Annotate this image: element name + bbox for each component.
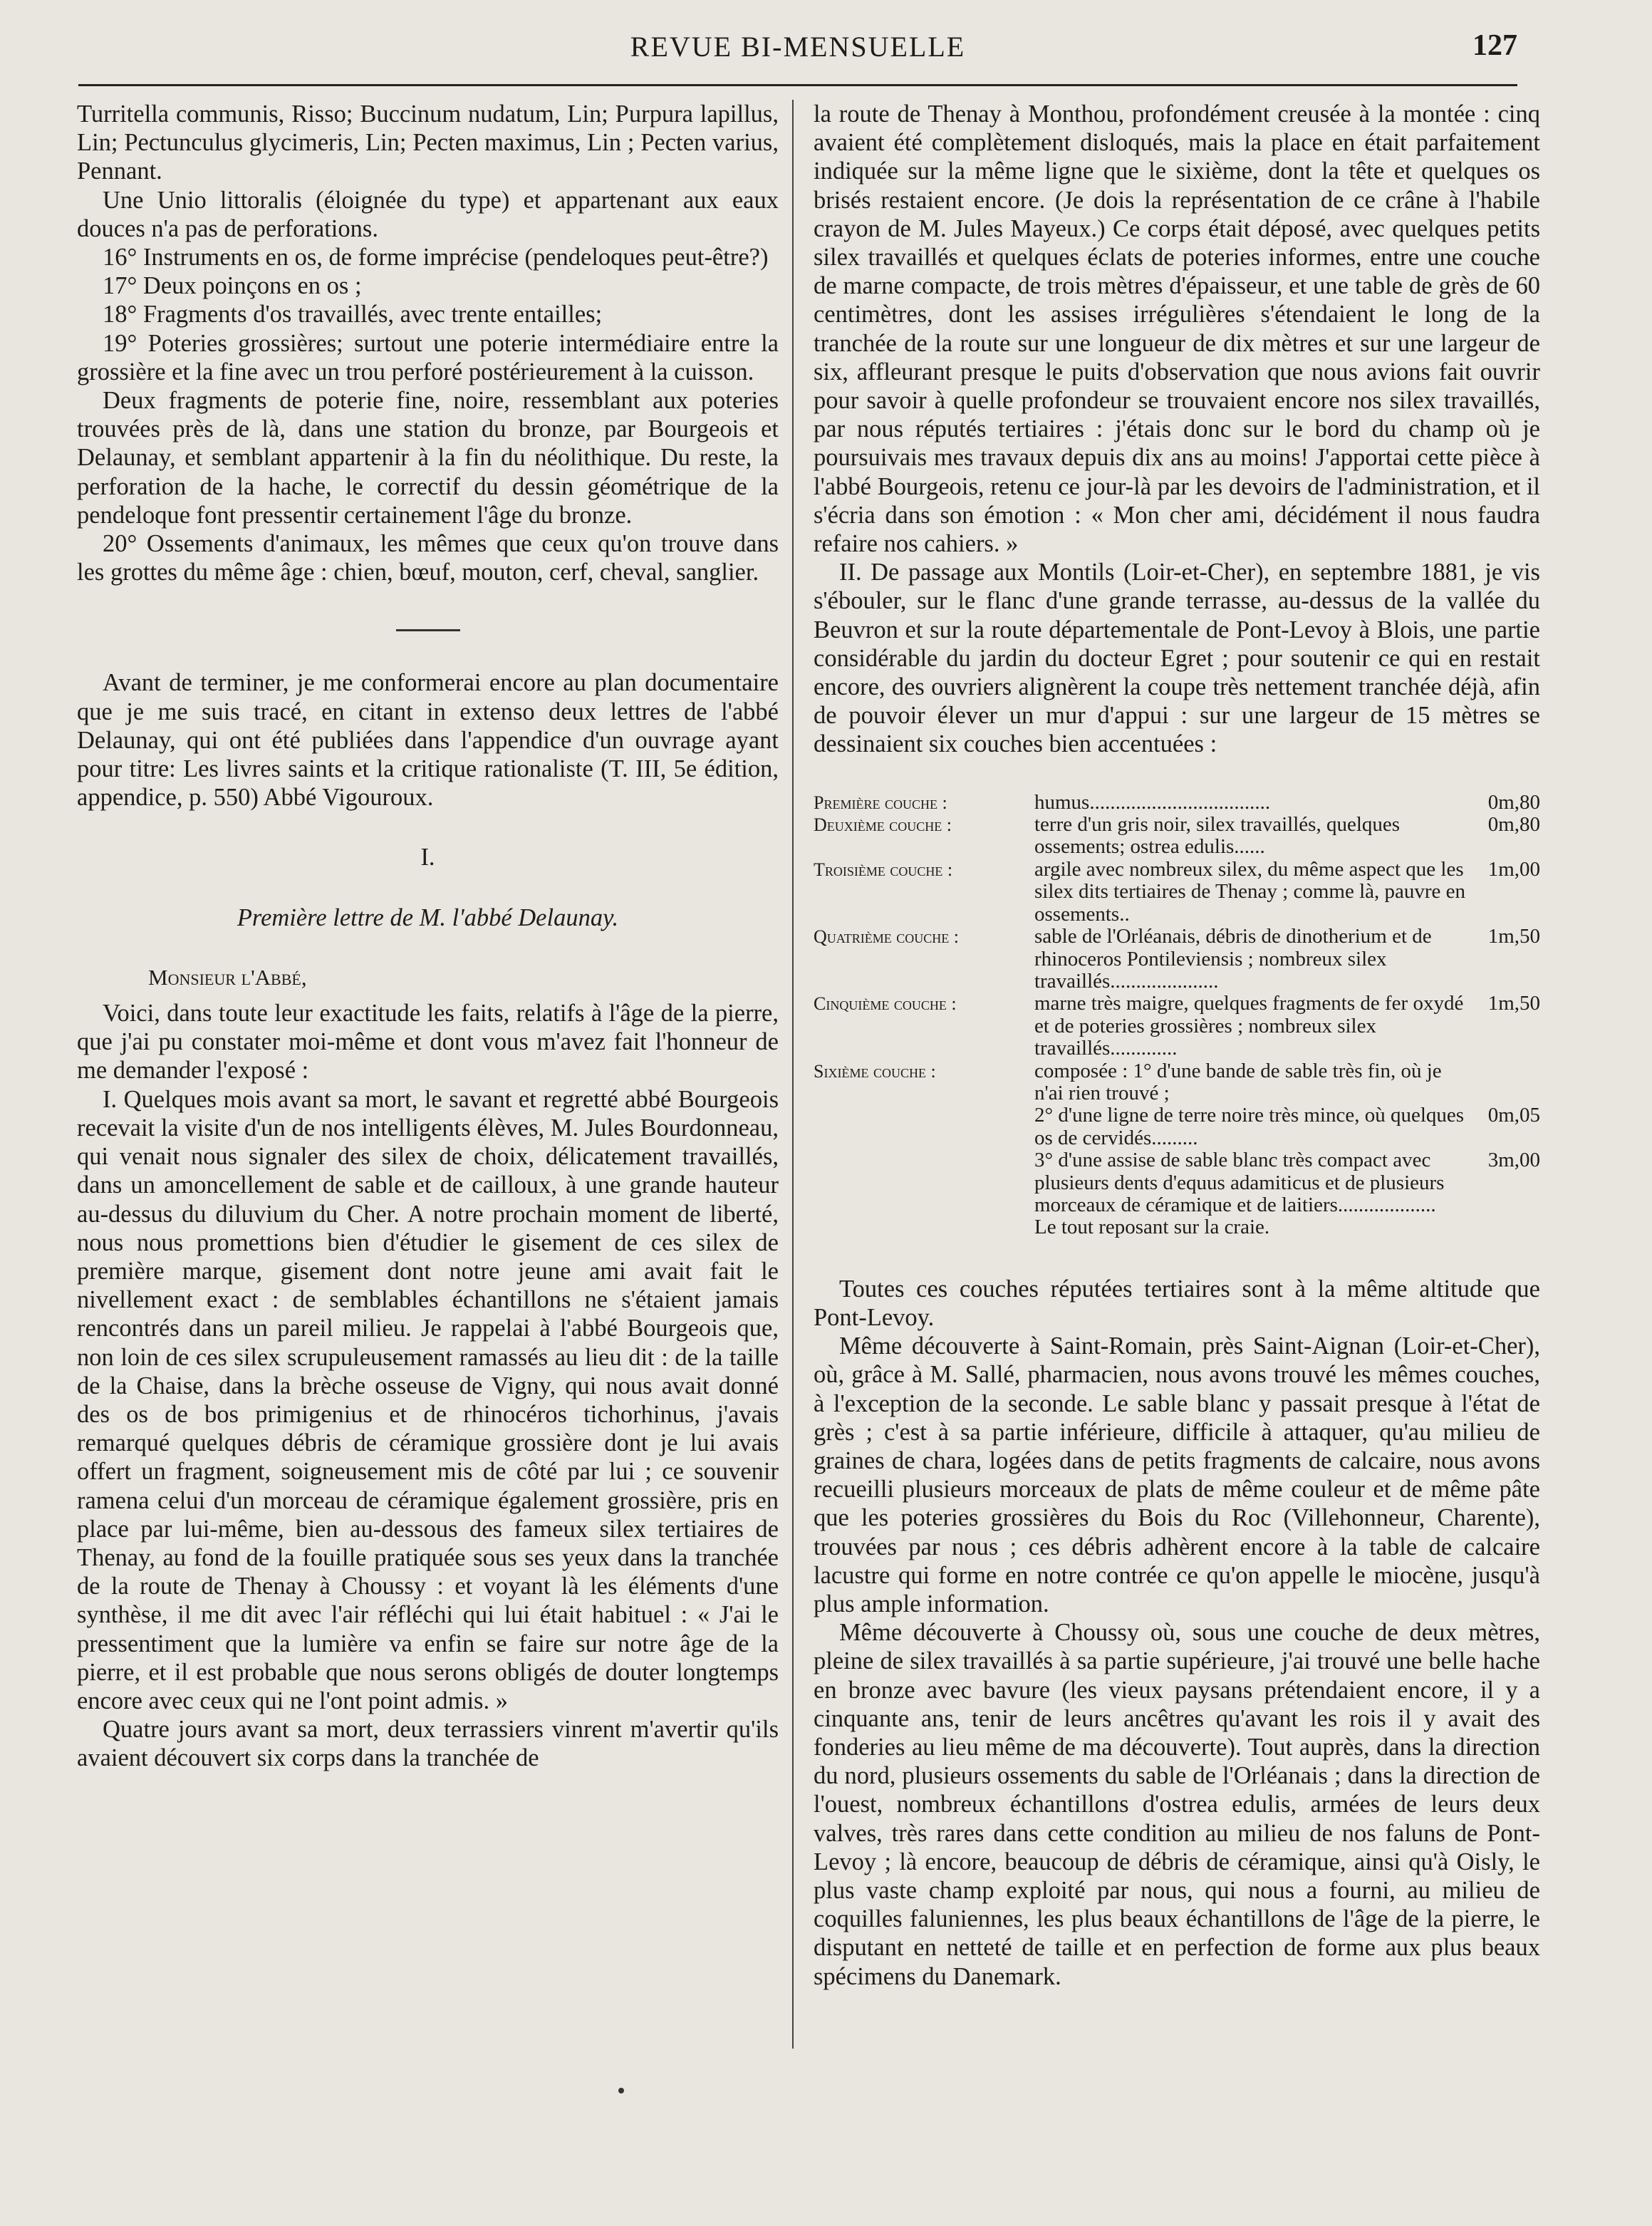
stratum-description: 3° d'une assise de sable blanc très compact avec plusieurs dents d'equus adamiticus et de plusieurs morceaux de céramique et de laitiers................... (1034, 1149, 1445, 1216)
paragraph: Avant de terminer, je me conformerai encore au plan documentaire que je me suis tracé, en citant in extenso deux lettres de l'abbé Delaunay, qui ont été publiées dans l'appendice d'un ouvrage ayant pour titre: Les livres saints et la critique rationaliste (T. III, 5e édition, appendice, p. 550) Abbé Vigouroux. (77, 669, 779, 812)
stratum-label: Quatrième couche : (814, 926, 959, 948)
list-item: 19° Poteries grossières; surtout une poterie intermédiaire entre la grossière et la fine avec un trou perforé postérieurement à la cuisson. (77, 329, 779, 385)
stratum-row (814, 993, 1540, 1060)
column-divider (792, 100, 794, 2049)
paragraph: Quatre jours avant sa mort, deux terrassiers vinrent m'avertir qu'ils avaient découvert six corps dans la tranchée de (77, 1716, 779, 1772)
stratum-row (814, 1149, 1540, 1216)
stratum-label (814, 1149, 1034, 1216)
stratum-description: composée : 1° d'une bande de sable très fin, où je n'ai rien trouvé ; (1034, 1059, 1442, 1104)
list-item: 20° Ossements d'animaux, les mêmes que ceux qu'on trouve dans les grottes du même âge : chien, bœuf, mouton, cerf, cheval, sanglier. (77, 530, 779, 586)
stratum-label: Troisième couche : (814, 859, 953, 880)
section-number: I. (420, 844, 435, 871)
section-separator (396, 629, 460, 631)
strata-table (814, 792, 1540, 1239)
paragraph: Même découverte à Choussy où, sous une couche de deux mètres, pleine de silex travaillés à sa partie supérieure, j'ai trouvé une belle hache en bronze avec bavure (les vieux paysans prétendaient encore, il y a cinquante ans, tenir de leurs ancêtres qu'avant les rois il y avait des fonderies au lieu même de ma découverte). Tout auprès, dans la direction du nord, plusieurs ossements du sable de l'Orléanais ; dans la direction de l'ouest, nombreux échantillons d'ostrea edulis, armées de leurs deux valves, très rares dans cette condition au milieu de nos faluns de Pont-Levoy ; là encore, beaucoup de débris de céramique, ainsi qu'à Oisly, le plus vaste champ exploité par nous, qui nous a fourni, au milieu de coquilles faluniennes, les plus beaux échantillons de l'âge de la pierre, le disputant en netteté de taille et en perfection de forme aux plus beaux spécimens du Danemark. (814, 1619, 1540, 1990)
paragraph: Deux fragments de poterie fine, noire, ressemblant aux poteries trouvées près de là, dans une station du bronze, par Bourgeois et Delaunay, et semblant appartenir à la fin du néolithique. Du reste, la perforation de la hache, le correctif du dessin géométrique de la pendeloque font pressentir certainement l'âge du bronze. (77, 387, 779, 529)
stratum-label (814, 1216, 1034, 1238)
stratum-thickness (1476, 1060, 1540, 1105)
paragraph: Une Unio littoralis (éloignée du type) et appartenant aux eaux douces n'a pas de perforations. (77, 186, 779, 242)
paragraph: II. De passage aux Montils (Loir-et-Cher), en septembre 1881, je vis s'ébouler, sur le flanc d'une grande terrasse, au-dessus de la vallée du Beuvron et sur la route départementale de Pont-Levoy à Blois, une partie considérable du jardin du docteur Egret ; pour soutenir ce qui en restait encore, des ouvriers alignèrent la coupe très nettement tranchée déjà, afin de pouvoir élever un mur d'appui : sur une largeur de 15 mètres se dessinaient six couches bien accentuées : (814, 559, 1540, 758)
paragraph: Voici, dans toute leur exactitude les faits, relatifs à l'âge de la pierre, que j'ai pu constater moi-même et dont vous m'avez fait l'honneur de me demander l'exposé : (77, 1000, 779, 1084)
stratum-row (814, 814, 1540, 859)
paragraph: Même découverte à Saint-Romain, près Saint-Aignan (Loir-et-Cher), où, grâce à M. Sallé, pharmacien, nous avons trouvé les mêmes couches, à l'exception de la seconde. Le sable blanc y passait presque à l'état de grès ; c'est à sa partie inférieure, difficile à attaquer, qu'au milieu de graines de chara, logées dans de petits fragments de calcaire, nous avons recueilli plusieurs morceaux de plats de même couleur et de même pâte que les poteries grossières du Bois du Roc (Villehonneur, Charente), trouvées par nous ; ces débris adhèrent encore à la table de calcaire lacustre qui forme en notre contrée ce qu'on appelle le miocène, jusqu'à plus ample information. (814, 1332, 1540, 1618)
salutation: Monsieur l'Abbé, (148, 964, 307, 990)
stratum-thickness: 1m,50 (1487, 992, 1540, 1015)
stratum-row (814, 859, 1540, 926)
stratum-label (814, 1104, 1034, 1149)
stratum-description: Le tout reposant sur la craie. (1034, 1216, 1270, 1239)
stratum-row (814, 1060, 1540, 1105)
header-rule (78, 84, 1517, 86)
stratum-label: Sixième couche : (814, 1060, 936, 1082)
paragraph: la route de Thenay à Monthou, profondément creusée à la montée : cinq avaient été complètement disloqués, mais la place en était parfaitement indiquée sur la même ligne que le sixième, dont la tête et quelques os brisés restaient encore. (Je dois la représentation de ce crâne à l'habile crayon de M. Jules Mayeux.) Ce corps était déposé, avec quelques petits silex travaillés et quelques éclats de poteries informes, entre une couche de marne compacte, de trois mètres d'épaisseur, et une table de grès de 60 centimètres, dont les assises irrégulières s'étendaient le long de la tranchée de la route sur une longueur de dix mètres et sur une largeur de six, affleurant presque le puits d'observation que nous avions fait ouvrir pour savoir à quelle profondeur se trouvaient encore nos silex travaillés, par nous réputés tertiaires : j'étais donc sur le bord du champ où je poursuivais mes travaux depuis dix ans au moins! J'apportai cette pièce à l'abbé Bourgeois, retenu ce jour-là par les devoirs de l'administration, et il s'écria dans son émotion : « Mon cher ami, décidément il nous faudra refaire nos cahiers. » (814, 100, 1540, 558)
stratum-thickness (1476, 1216, 1540, 1238)
list-item: 17° Deux poinçons en os ; (103, 272, 362, 300)
stratum-description: 2° d'une ligne de terre noire très mince, où quelques os de cervidés......... (1034, 1104, 1465, 1149)
stratum-label: Deuxième couche : (814, 814, 952, 836)
paragraph: Turritella communis, Risso; Buccinum nudatum, Lin; Purpura lapillus, Lin; Pectunculus glycimeris, Lin; Pecten maximus, Lin ; Pecten varius, Pennant. (77, 100, 779, 185)
stratum-row (814, 1104, 1540, 1149)
paragraph: I. Quelques mois avant sa mort, le savant et regretté abbé Bourgeois recevait la visite d'un de nos intelligents élèves, M. Jules Bourdonneau, qui venait nous signaler des silex de choix, délicatement travaillés, dans un amoncellement de sable et de cailloux, à une grande hauteur au-dessus du diluvium du Cher. A notre prochain moment de liberté, nous nous promettions bien d'étudier le gisement de ces silex de première marque, gisement dont notre jeune ami avait fait le nivellement exact : de semblables échantillons ne s'étaient jamais rencontrés dans un pareil milieu. Je rappelai à l'abbé Bourgeois que, non loin de ces silex scrupuleusement ramassés au lieu dit : de la taille de la Chaise, dans la brèche osseuse de Vigny, qui nous avait donné des os de bos primigenius et de rhinocéros tichorhinus, j'avais remarqué quelques débris de céramique grossière dont je lui avais offert un fragment, soigneusement mis de côté par lui ; ce souvenir ramena celui d'un morceau de céramique également grossière, pris en place par lui-même, bien au-dessous des fameux silex tertiaires de Thenay, au fond de la fouille pratiquée sous ses yeux dans la tranchée de la route de Thenay à Choussy : et voyant là les éléments d'une synthèse, il me dit avec l'air réfléchi qui lui était habituel : « J'ai le pressentiment que la lumière va enfin se faire sur notre âge de la pierre, et il est probable que nous serons obligés de douter longtemps encore avec ceux qui ne l'ont point admis. » (77, 1085, 779, 1714)
journal-title: REVUE BI-MENSUELLE (630, 31, 966, 63)
stratum-row (814, 926, 1540, 993)
stratum-label: Cinquième couche : (814, 993, 957, 1015)
right-column (814, 100, 1540, 1991)
paragraph: Toutes ces couches réputées tertiaires sont à la même altitude que Pont-Levoy. (814, 1275, 1540, 1331)
stratum-description: sable de l'Orléanais, débris de dinotherium et de rhinoceros Pontileviensis ; nombreux silex travaillés..................... (1034, 925, 1432, 993)
stratum-description: marne très maigre, quelques fragments de fer oxydé et de poteries grossières ; nombreux silex travaillés............. (1034, 992, 1464, 1060)
list-item: 16° Instruments en os, de forme imprécise (pendeloques peut-être?) (103, 244, 769, 271)
stratum-thickness: 0m,80 (1487, 790, 1540, 814)
stratum-thickness: 1m,00 (1487, 857, 1540, 881)
list-item: 18° Fragments d'os travaillés, avec trente entailles; (103, 301, 603, 328)
stratum-thickness: 0m,80 (1487, 813, 1540, 837)
stratum-thickness: 0m,05 (1487, 1104, 1540, 1127)
stratum-label: Première couche : (814, 792, 947, 813)
stratum-description: humus................................... (1034, 790, 1271, 814)
letter-title: Première lettre de M. l'abbé Delaunay. (237, 904, 619, 931)
page-header (78, 27, 1517, 70)
stratum-thickness: 3m,00 (1487, 1149, 1540, 1172)
stratum-row (814, 1216, 1540, 1238)
stratum-row (814, 792, 1540, 814)
stratum-thickness: 1m,50 (1487, 925, 1540, 948)
left-column (77, 100, 779, 1773)
stratum-description: terre d'un gris noir, silex travaillés, quelques ossements; ostrea edulis...... (1034, 813, 1401, 859)
page-number: 127 (1472, 29, 1517, 62)
stratum-description: argile avec nombreux silex, du même aspect que les silex dits tertiaires de Thenay ; comme là, pauvre en ossements.. (1034, 857, 1466, 926)
ink-spot-icon (618, 2088, 624, 2093)
